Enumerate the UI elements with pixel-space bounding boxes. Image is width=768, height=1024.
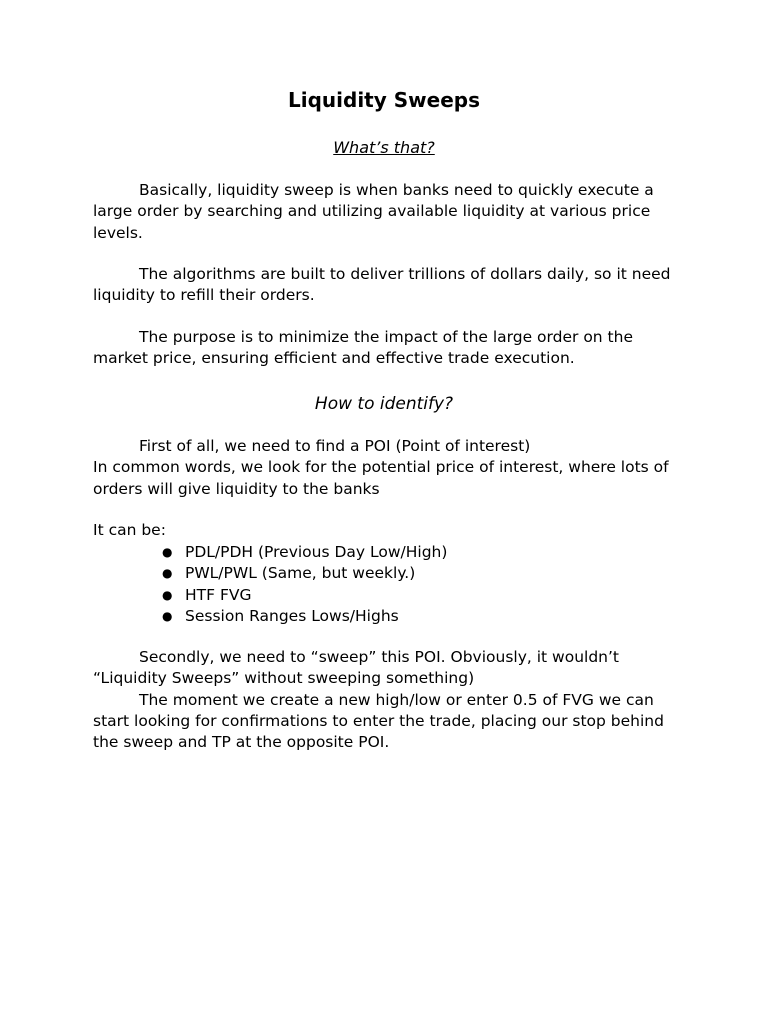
paragraph-sweep bbox=[93, 647, 693, 753]
document-title: Liquidity Sweeps bbox=[288, 88, 480, 112]
list-item bbox=[162, 606, 447, 627]
text-line: The moment we create a new high/low or enter 0.5 of FVG we can bbox=[139, 690, 654, 709]
text-line: The purpose is to minimize the impact of the large order on the bbox=[139, 328, 633, 346]
bullet-icon: ● bbox=[162, 566, 173, 581]
text-line: First of all, we need to find a POI (Point of interest) bbox=[139, 437, 531, 455]
list-item bbox=[162, 542, 447, 563]
paragraph-definition bbox=[93, 180, 693, 244]
list-item-text: HTF FVG bbox=[185, 585, 252, 604]
list-item-text: Session Ranges Lows/Highs bbox=[185, 606, 399, 625]
bullet-icon: ● bbox=[162, 587, 173, 602]
text-line: orders will give liquidity to the banks bbox=[93, 479, 380, 498]
text-line: market price, ensuring efficient and effective trade execution. bbox=[93, 349, 575, 368]
text-line: the sweep and TP at the opposite POI. bbox=[93, 733, 390, 752]
text-line: start looking for confirmations to enter the trade, placing our stop behind bbox=[93, 711, 664, 730]
text-line: “Liquidity Sweeps” without sweeping something) bbox=[93, 669, 475, 688]
text-line: The algorithms are built to deliver trillions of dollars daily, so it need bbox=[139, 265, 671, 283]
poi-bullet-list bbox=[162, 542, 447, 627]
text-line: levels. bbox=[93, 223, 143, 242]
list-item-text: PDL/PDH (Previous Day Low/High) bbox=[185, 543, 448, 561]
list-item bbox=[162, 585, 447, 606]
text-line: liquidity to refill their orders. bbox=[93, 286, 315, 305]
section-heading-how-to-identify: How to identify? bbox=[314, 394, 454, 414]
section-heading-whats-that: What’s that? bbox=[333, 138, 435, 157]
paragraph-purpose bbox=[93, 327, 693, 370]
list-intro bbox=[93, 520, 693, 541]
text-line: Basically, liquidity sweep is when banks need to quickly execute a bbox=[139, 181, 654, 199]
text-line: Secondly, we need to “sweep” this POI. Obviously, it wouldn’t bbox=[139, 648, 620, 666]
list-item bbox=[162, 563, 447, 584]
text-line: In common words, we look for the potential price of interest, where lots of bbox=[93, 458, 669, 477]
text-line: It can be: bbox=[93, 521, 166, 539]
bullet-icon: ● bbox=[162, 545, 173, 559]
paragraph-poi-intro bbox=[93, 436, 693, 500]
bullet-icon: ● bbox=[162, 608, 173, 623]
paragraph-algorithms bbox=[93, 264, 693, 307]
text-line: large order by searching and utilizing available liquidity at various price bbox=[93, 202, 651, 221]
list-item-text: PWL/PWL (Same, but weekly.) bbox=[185, 564, 416, 583]
